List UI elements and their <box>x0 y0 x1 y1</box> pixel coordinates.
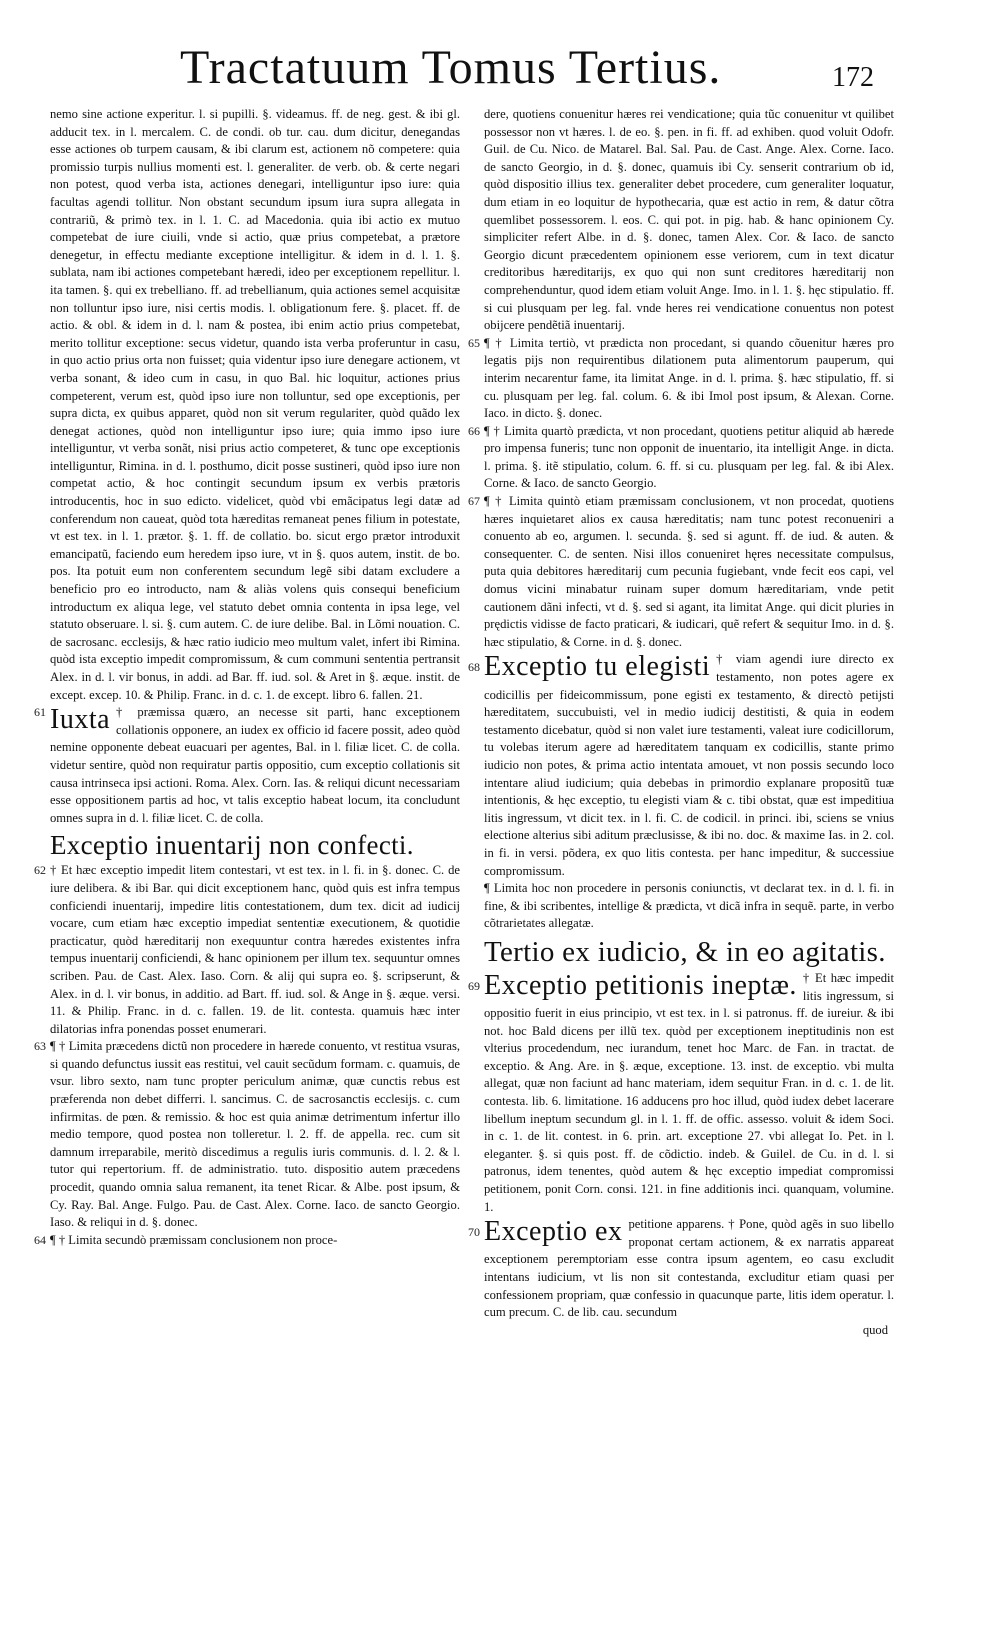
right-column <box>468 106 894 1626</box>
margin-number-64: 64 <box>34 1232 46 1247</box>
margin-number-61: 61 <box>34 705 46 720</box>
paragraph-66 <box>468 423 894 493</box>
rubric-tertio-ex-iudicio: Tertio ex iudicio, & in eo agitatis. <box>484 935 886 968</box>
paragraph-70-text: petitione apparens. † Pone, quòd agẽs in suo libello proponat certam actionem, & ex narratis appareat exceptionem peremptoriam esse contra ipsum agentem, eo casu excludit intentans iudicium, vt lis non sit contestanda, excluditur etiam quasi per confessionem propriam, quæ confessio in quacunque parte, litis idem operatur. l. cum precum. C. de lib. cau. secundum <box>484 1217 894 1320</box>
paragraph-continuation-right: dere, quotiens conuenitur hæres rei vendicatione; quia tũc conuenitur vt quilibet possessor non vt hæres. l. de eo. §. pen. in fi. ff. ad exhiben. quod voluit Odofr. Guil. de Cu. Nico. de Matarel. Bal. Sal. Pau. de Cast. Ange. Alex. Corne. Iaco. de sancto Georgio, in d. §. donec, quamuis ibi Cy. senserit contrarium ob id, quòd dispositio illius tex. generaliter debet procedere, cum generaliter loquatur, dum etiam in eo loquitur de hypothecaria, quæ est actio in rem, & datur cõtra quemlibet possessorem. l. eos. C. qui pot. in pig. hab. & hanc opinionem Cy. simpliciter refert Albe. in d. §. donec, tamen Alex. Cor. & Iaco. de sancto Georgio dicunt præcedentem opinionem esse veriorem, cum in text dicatur creditoribus hæreditarijs, ex quo qui non sunt creditores hæreditarij non comprehenduntur, quod idem etiam voluit Ange. Imo. in l. 1. §. hęc stipulatio. ff. si cui plusquam per leg. fal. vnde heres rei vendicatione conuentus non potest obijcere pendẽtiã inuentarij. <box>484 107 894 333</box>
paragraph-67-text: ¶ † Limita quintò etiam præmissam conclusionem, vt non procedat, quotiens hæres inquietaret alios ex causa hæreditatis; nam tunc potest reconueniri a conuento ab eo, argumen. l. secunda. §. sed si agunt. ff. de iud. & auten. & consequenter. C. de senten. Nisi illos conueniret hęres necessitate compulsus, puta quia debitores hæreditarij cum pecunia fugiebant, vnde fecit eos capi, vel domus vicini minabatur ruinam super domum hæreditariam, vnde petit cautionem dãni infecti, vt d. §. sed si agant, ita limitat Ange. qui dicit pluries in prędictis vidisse de facto praticari, & iudicari, quẽ refert & sequitur Imo. in d. §. hæc stipulatio, & Corne. in d. §. donec. <box>484 494 894 649</box>
folio-number: 172 <box>832 62 874 93</box>
margin-number-65: 65 <box>468 335 480 350</box>
paragraph-61-text: † præmissa quæro, an necesse sit parti, hanc exceptionem collationis opponere, an iudex ex officio id facere possit, adeo quòd nemine opponente debeat euacuari per agentes, Bal. in l. filiæ licet. C. de colla. videtur sentire, quòd non requiratur partis oppositio, cum exceptio collationis sit causa intrinseca ipsi actioni. Roma. Alex. Corn. Ias. & reliqui dicunt necessariam esse oppositionem partis ad hoc, vt talis exceptio habeat locum, ita concludunt omnes supra in d. l. filiæ licet. C. de colla. <box>50 705 460 825</box>
rubric-exceptio-inventarii: Exceptio inuentarij non confecti. <box>50 830 414 861</box>
margin-number-68: 68 <box>468 660 480 675</box>
left-column <box>34 106 460 1626</box>
margin-number-63: 63 <box>34 1039 46 1054</box>
paragraph-66-text: ¶ † Limita quartò prædicta, vt non procedant, quotiens petitur aliquid ab hærede pro impensa funeris; tunc non opponit de inuentario, ita intelligit Ange. in dicta. l. prima. §. itẽ stipulatio, colum. 6. ff. si cu. plusquam per leg. fal. & ibi Alex. Corne. & Iaco. de sancto Georgio. <box>484 423 894 491</box>
paragraph-63 <box>34 1038 460 1232</box>
margin-number-69: 69 <box>468 978 480 993</box>
paragraph-62 <box>34 862 460 1038</box>
paragraph-64-text: ¶ † Limita secundò præmissam conclusionem non proce- <box>50 1232 338 1247</box>
paragraph-68-text: † viam agendi iure directo ex testamento, non potes agere ex codicillis per fideicommissum, pone egisti ex testamento, & directò petijsti hæreditatem, succubuisti, vel in medio iudicij destitisti, & quia in eodem testamento dicebatur, quòd si non valet iure testamenti, valeat iure codicillorum, tu volebas iterum agere ad hæreditatem tanquam ex codicillis, stante primo iudicio non potes, & prima actio intentata amouet, vt non possis secundo loco intentare aliud iudicium; quia debebas in primordio explanare propositũ tuæ intentionis, & hęc exceptio, tu elegisti viam & c. tibi obstat, quæ est impeditiua litis ingressum, vt dicit tex. in l. fi. C. de codicil. in princi. ibi, sciens se vnius electione alterius sibi aditum præclusisse, & ibi no. doc. & maxime Ias. in 2. col. in fi. in versi. põdera, ex quo litis contesta. per hanc impeditur, & successiue compromissum. <box>484 652 894 878</box>
margin-number-66: 66 <box>468 423 480 438</box>
initial-heading-exceptio-ex: Exceptio ex <box>484 1216 623 1248</box>
paragraph-62-text: † Et hæc exceptio impedit litem contestari, vt est tex. in l. fi. in §. donec. C. de iure delibera. & ibi Bar. qui dicit exceptionem hanc, quòd quis est infra tempus conficiendi inuentarij, impedire litis contestationem, dum tex. dicit ad iudicij vocare, cum etiam hæc exceptio impediat sententiæ executionem, & quotidie practicatur, quòd hæreditarij non exequuntur contra hæredes existentes infra tempus inuentarij conficiendi, & hanc opinionem per illum tex. sequuntur omnes scriben. Pau. de Cast. Alex. Iaso. Corn. & alij qui supra eo. §. scripserunt, & Alex. in d. l. vir bonus, in additio. ad Bart. ff. iud. sol. & Ange in §. æque. versi. 11. & Philip. Franc. in d. c. fallen. 19. de lit. contesta. quamuis hæc inter dilatorias infra ponendas posset enumerari. <box>50 863 460 1036</box>
paragraph-69 <box>468 969 894 1216</box>
paragraph-68-limita: ¶ Limita hoc non procedere in personis coniunctis, vt declarat tex. in d. l. fi. in fine, & ibi scribentes, intellige & prædicta, vt dicã infra in sequẽ. parte, in verbo cõtrarietates allegatæ. <box>484 881 894 931</box>
paragraph-65-text: ¶ † Limita tertiò, vt prædicta non procedant, si quando cõuenitur hæres pro legatis pijs non requirentibus dilationem puta alimentorum pauperum, qui interim necarentur fame, ita limitat Ange. in d. l. prima. §. hæc stipulatio, ff. si cu. plusquam per leg. fal. colum. 6. & ibi Imol post ipsum, & Alexan. Corne. Iaco. in dicto. §. donec. <box>484 335 894 421</box>
paragraph-65 <box>468 335 894 423</box>
running-head: Tractatuum Tomus Tertius. <box>180 41 722 94</box>
paragraph-continuation: nemo sine actione experitur. l. si pupilli. §. videamus. ff. de neg. gest. & ibi gl. adducit tex. in l. mercalem. C. de condi. ob tur. cau. dum dicitur, denegandas esse actiones ob turpem causam, & ibi clarum est, actionem nõ competere: quia promissio turpis nullius momenti est. l. generaliter. de verb. ob. & certe negari non potest, quod verba ista, actiones denegari, intelliguntur ipso iure: quia facultas agendi tollitur. Non obstant secundum ipsum iura supra allegata in contrariũ, & primò tex. in l. 1. C. ad Macedonia. quia ibi actio ex mutuo competebat de iure ciuili, vnde si actio, quæ prius competebat, a prætore denegetur, in effectu mediante exceptione intelligitur. & idem in d. l. 1. §. sublata, nam ibi actiones competebant hæredi, ideo per exceptionem repellitur. l. ita tamen. §. qui ex trebelliano. ff. ad trebellianum, quia actiones semel acquisitæ non tolluntur ipso iure, nisi certis modis. l. obligationum fere. §. placet. ff. de actio. & obl. & idem in d. l. nam & postea, ibi enim actio prius competebat, merito tollitur exceptione: secus videtur, quando ista verba proferuntur in casu, in quo actio prius orta non fuisset; quia videntur ipso iure denegare actionem, vt verba sonant, & ideo cum in casu, in quo Bal. hic loquitur, actiones prius competerent, verum est, quòd ipso iure non tolluntur, sed ope exceptionis, per supra dicta, ex quibus apparet, quòd non sit verum regulariter, quòd quãdo lex denegat actiones, quòd non intelliguntur ipso iure; quia immo ipso iure intelliguntur, vt verba sonãt, nisi prius actio competeret, & tunc ope exceptionis intelliguntur, Rimina. in d. l. posthumo, dicit posse sustineri, quòd ipso iure non competat actio, & hoc contingit secundum ipsum ex verbis prætoris introducentis, hoc in suo edicto. videlicet, quòd vbi emãcipatus legi datæ ad conferendum non caueat, quòd tota hæreditas remaneat penes filium in potestate, vt est tex. in l. 1. prætor. §. 1. ff. de collatio. bo. sicut ergo prætor introduxit emancipatũ, faciendo eum heredem ipso iure, vt in §. quos autem, instit. de bo. pos. Ita potuit eum non conferentem secundum legẽ sibi datam excludere a beneficio pro eo introducto, nam & aliàs volens quis consequi beneficium introductum ex aliqua lege, vel statuto debet omnia contenta in ipsa lege, vel statuto obseruare. l. si. §. cum autem. C. de iure delibe. Bal. in Lõmi nouation. C. de sacrosanc. ecclesijs, & hæc ratio iudicio meo multum valet, infert ibi Rimina. quòd ista exceptio impedit compromissum, & cum communi sententia pertransit Alex. in d. l. vir bonus, in addi. ad Bar. ff. iud. sol. & Aret in §. æque. instit. de except. excep. 10. & Philip. Franc. in d. c. 1. de except. libro 6. fallen. 21. <box>50 107 460 702</box>
paragraph-70 <box>468 1216 894 1322</box>
paragraph-67 <box>468 493 894 651</box>
margin-number-67: 67 <box>468 494 480 509</box>
catchword: quod <box>862 1322 888 1337</box>
margin-number-62: 62 <box>34 863 46 878</box>
paragraph-68 <box>468 651 894 880</box>
paragraph-64 <box>34 1232 460 1250</box>
initial-heading-tu-elegisti: Exceptio tu elegisti <box>484 651 711 683</box>
initial-heading-petitionis-ineptae: Exceptio petitionis ineptæ. <box>484 969 797 1001</box>
paragraph-63-text: ¶ † Limita præcedens dictũ non procedere in hærede conuento, vt restitua vsuras, si quando defunctus iussit eas restitui, vel cauit secũdum formam. c. quamuis, de vsur. libro sexto, nam tunc propter periculum animæ, quæ cunctis rebus est præferenda non debet differri. l. sancimus. C. de sacrosanctis ecclesijs. c. cum infirmitas. de pœn. & remissio. & hoc est quia animæ detrimentum infertur illo medio tempore, quod postea non tolleretur. l. 2. ff. de appella. rec. cum sit damnum irreparabile, meritò discedimus a regulis iuris communis. d. l. 2. & l. tutor qui repertorium. ff. de administratio. tuto. dispositio autem præcedens procedit, quando omnia salua remanent, ita tenet Ricar. & Albe. post ipsum, & Cy. Ray. Bal. Ange. Fulgo. Pau. de Cast. Alex. Corne. Iaco. de sancto Georgio. Iaso. & reliqui in d. §. donec. <box>50 1039 460 1230</box>
paragraph-69-text: † Et hæc impedit litis ingressum, si oppositio fuerit in eius principio, vt est tex. in l. si patronus. ff. de iureiur. & ibi not. hoc Bald dicens per illũ tex. quòd per exceptionem ineptitudinis non est vlterius procedendum, nec iurandum, tenet hoc Marc. de Fan. in tractat. de exceptio. & Ang. Are. in §. æque, exceptione. 13. inst. de exceptio. vbi multa allegat, quæ non faciunt ad hanc materiam, idem sequitur Fran. in d. c. 1. de lit. contesta. lib. 6. limitatione. 16 adducens pro hoc illud, quòd iudex debet lacerare libellum ineptum secundum gl. in l. 1. ff. de offic. assesso. voluit & idem Soci. in c. 1. de lit. contest. in 6. prin. art. exceptione 27. vbi allegat Io. Pet. in l. eleganter. §. si quis post. ff. de cõdictio. indeb. & Guilel. de Cu. in d. l. si patronus, idem tenentes, quòd autem & hęc exceptio impediat compromissi petitionem, ponit Corn. consi. 121. in fine additionis inci. quanquam, volumine. 1. <box>484 970 894 1214</box>
margin-number-70: 70 <box>468 1225 480 1240</box>
initial-word-iuxta: Iuxta <box>50 704 111 736</box>
paragraph-61 <box>34 704 460 827</box>
